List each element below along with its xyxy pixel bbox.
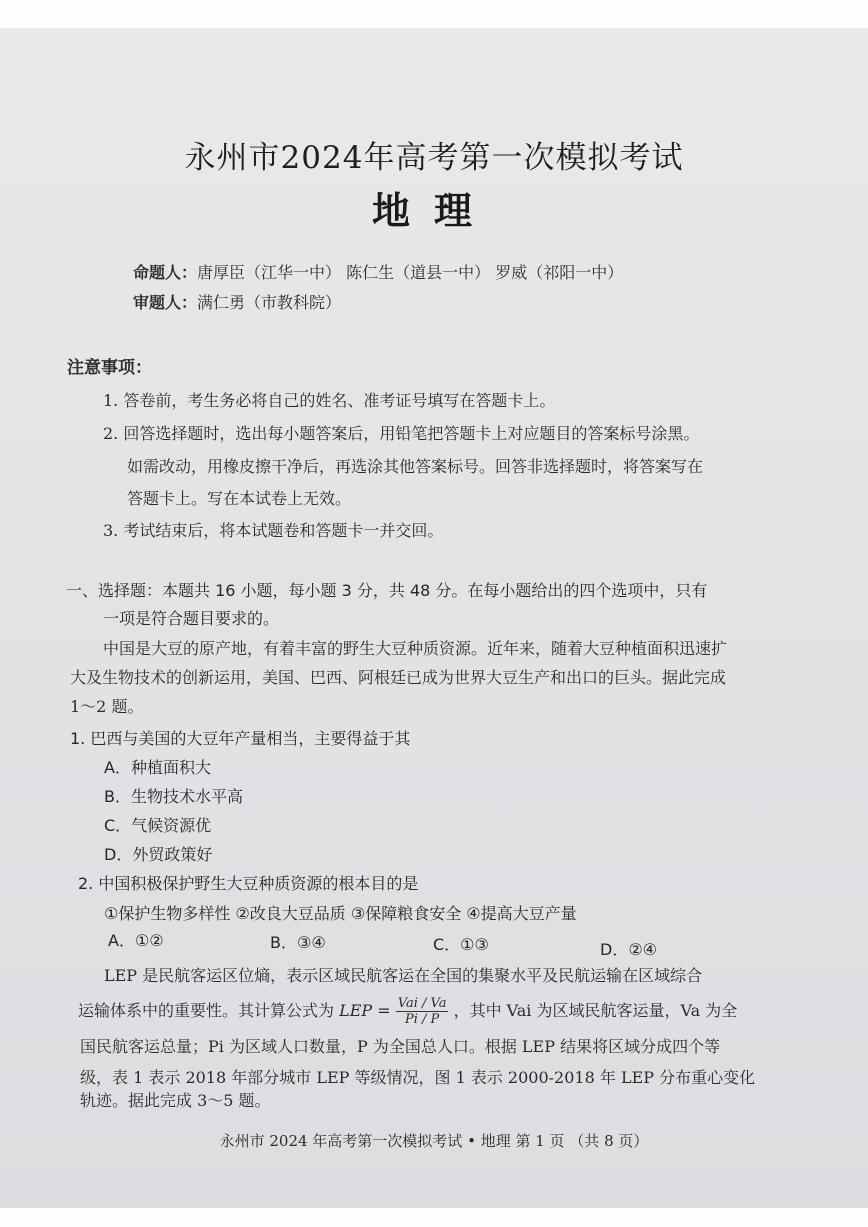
passage-line: LEP 是民航客运区位熵，表示区域民航客运在全国的集聚水平及民航运输在区域综合 xyxy=(104,966,703,985)
section-heading-cont: 一项是符合题目要求的。 xyxy=(103,609,280,628)
question-2-option-c: C．①③ xyxy=(433,935,489,954)
proposers-line xyxy=(133,260,623,283)
page-footer: 永州市 2024 年高考第一次模拟考试 • 地理 第 1 页 （共 8 页） xyxy=(219,1132,649,1150)
question-2-option-d: D．②④ xyxy=(600,940,658,959)
passage-line: 轨迹。据此完成 3～5 题。 xyxy=(80,1091,271,1110)
question-1-option-a: A．种植面积大 xyxy=(104,758,211,777)
section-heading: 一、选择题：本题共 16 小题，每小题 3 分，共 48 分。在每小题给出的四个选项中，只有 xyxy=(66,581,708,600)
exam-page xyxy=(0,28,868,1208)
notice-title: 注意事项： xyxy=(67,358,152,378)
question-2-stem: 2. 中国积极保护野生大豆种质资源的根本目的是 xyxy=(78,874,419,893)
question-1-option-c: C．气候资源优 xyxy=(104,816,212,835)
proposers-names: 唐厚臣（江华一中） 陈仁生（道县一中） 罗威（祁阳一中） xyxy=(197,263,624,282)
passage-line: 级，表 1 表示 2018 年部分城市 LEP 等级情况，图 1 表示 2000-2018 年 LEP 分布重心变化 xyxy=(80,1068,756,1087)
formula-denominator: Pi / P xyxy=(404,1012,440,1027)
formula-intro: 运输体系中的重要性。其计算公式为 xyxy=(78,1001,335,1020)
question-1-option-d: D．外贸政策好 xyxy=(104,845,213,864)
reviewers-names: 满仁勇（市教科院） xyxy=(197,293,342,312)
passage-line: 大及生物技术的创新运用，美国、巴西、阿根廷已成为世界大豆生产和出口的巨头。据此完成 xyxy=(70,668,727,687)
reviewers-label: 审题人： xyxy=(133,293,198,312)
formula-fraction xyxy=(396,996,449,1027)
subject-title: 地理 xyxy=(371,188,496,233)
passage-line: 1～2 题。 xyxy=(70,697,144,716)
question-2-statements: ①保护生物多样性 ②改良大豆品质 ③保障粮食安全 ④提高大豆产量 xyxy=(104,904,577,923)
formula-lhs: LEP = xyxy=(339,1001,391,1020)
formula-explanation: ，其中 Vai 为区域民航客运量，Va 为全 xyxy=(453,1001,738,1020)
question-1-stem: 1. 巴西与美国的大豆年产量相当，主要得益于其 xyxy=(70,729,411,748)
notice-item: 如需改动，用橡皮擦干净后，再选涂其他答案标号。回答非选择题时，将答案写在 xyxy=(127,457,704,476)
passage-line: 中国是大豆的原产地，有着丰富的野生大豆种质资源。近年来，随着大豆种植面积迅速扩 xyxy=(103,639,728,658)
passage-line: 国民航客运总量；Pi 为区域人口数量，P 为全国总人口。根据 LEP 结果将区域分成四个等 xyxy=(80,1037,721,1056)
passage-formula-line xyxy=(78,996,737,1027)
exam-title: 永州市2024年高考第一次模拟考试 xyxy=(184,140,684,176)
question-2-option-b: B．③④ xyxy=(270,933,326,952)
question-2-option-a: A．①② xyxy=(108,931,164,950)
formula-numerator: Vai / Va xyxy=(397,996,447,1011)
reviewers-line xyxy=(133,290,341,313)
notice-item: 3. 考试结束后，将本试题卷和答题卡一并交回。 xyxy=(103,521,444,540)
question-1-option-b: B．生物技术水平高 xyxy=(104,787,243,806)
notice-item: 答题卡上。写在本试卷上无效。 xyxy=(127,489,352,508)
notice-item: 2. 回答选择题时，选出每小题答案后，用铅笔把答题卡上对应题目的答案标号涂黑。 xyxy=(103,424,700,443)
notice-item: 1. 答卷前，考生务必将自己的姓名、准考证号填写在答题卡上。 xyxy=(103,391,556,410)
proposers-label: 命题人： xyxy=(133,263,198,282)
